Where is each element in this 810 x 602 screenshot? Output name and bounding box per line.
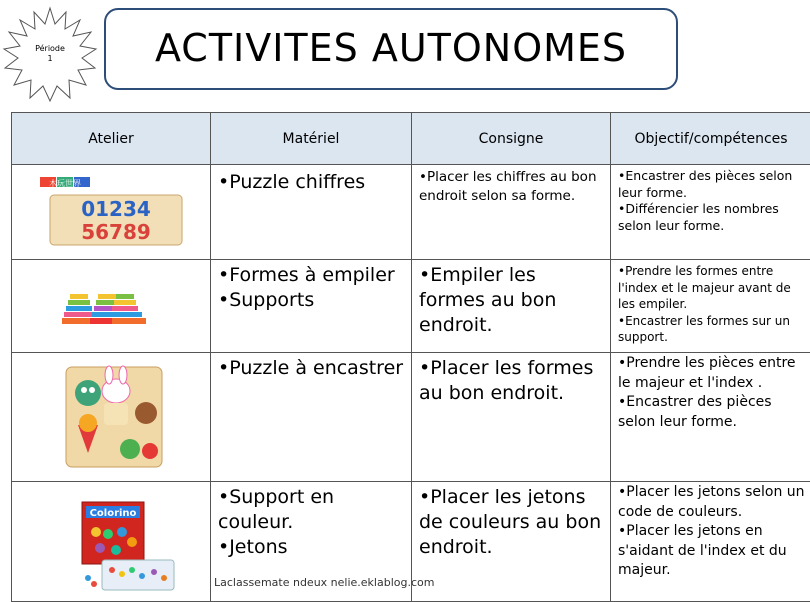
header-objectif: Objectif/compétences bbox=[611, 113, 810, 165]
consigne-cell bbox=[412, 165, 611, 260]
animal-puzzle-image bbox=[12, 353, 210, 477]
consigne-cell bbox=[412, 482, 611, 602]
footer-watermark: Laclassemate ndeux nelie.eklablog.com bbox=[214, 576, 434, 589]
materiel-item: •Puzzle à encastrer bbox=[218, 356, 407, 381]
consigne-item: •Placer les formes au bon endroit. bbox=[419, 356, 606, 406]
activities-table bbox=[11, 112, 810, 602]
objectif-cell bbox=[611, 353, 810, 482]
colorino-game-image bbox=[12, 482, 210, 594]
table-row bbox=[12, 165, 810, 260]
box-brand-label: Colorino bbox=[90, 508, 137, 519]
objectif-item: •Différencier les nombres selon leur forme. bbox=[618, 201, 807, 234]
header-consigne: Consigne bbox=[412, 113, 611, 165]
table-row bbox=[12, 260, 810, 353]
header-materiel: Matériel bbox=[211, 113, 412, 165]
atelier-cell bbox=[12, 260, 211, 353]
atelier-cell bbox=[12, 482, 211, 602]
number-puzzle-image bbox=[12, 165, 210, 255]
materiel-item: •Formes à empiler bbox=[218, 263, 407, 288]
objectif-cell bbox=[611, 482, 810, 602]
period-label: Période 1 bbox=[2, 44, 98, 64]
consigne-item: •Empiler les formes au bon endroit. bbox=[419, 263, 606, 338]
objectif-item: •Encastrer des pièces selon leur forme. bbox=[618, 393, 807, 432]
objectif-cell bbox=[611, 260, 810, 353]
atelier-cell bbox=[12, 165, 211, 260]
objectif-item: •Prendre les formes entre l'index et le majeur avant de les empiler. bbox=[618, 263, 807, 313]
materiel-cell bbox=[211, 353, 412, 482]
materiel-item: •Jetons bbox=[218, 535, 407, 560]
consigne-item: •Placer les jetons de couleurs au bon endroit. bbox=[419, 485, 606, 560]
stacking-shapes-image bbox=[12, 260, 210, 348]
objectif-cell bbox=[611, 165, 810, 260]
objectif-item: •Placer les jetons selon un code de couleurs. bbox=[618, 483, 807, 522]
materiel-item: •Supports bbox=[218, 288, 407, 313]
puzzle-brand-label: 木玩世界 bbox=[49, 178, 81, 188]
digits-bottom: 56789 bbox=[81, 220, 151, 244]
consigne-cell bbox=[412, 353, 611, 482]
materiel-item: •Support en couleur. bbox=[218, 485, 407, 535]
digits-top: 01234 bbox=[81, 197, 151, 221]
materiel-item: •Puzzle chiffres bbox=[218, 170, 407, 195]
materiel-cell bbox=[211, 260, 412, 353]
table-header-row bbox=[12, 113, 810, 165]
consigne-cell bbox=[412, 260, 611, 353]
atelier-cell bbox=[12, 353, 211, 482]
consigne-item: •Placer les chiffres au bon endroit selon sa forme. bbox=[419, 168, 606, 206]
table-row bbox=[12, 353, 810, 482]
objectif-item: •Encastrer des pièces selon leur forme. bbox=[618, 168, 807, 201]
title-box bbox=[104, 8, 678, 90]
objectif-item: •Prendre les pièces entre le majeur et l'index . bbox=[618, 354, 807, 393]
objectif-item: •Encastrer les formes sur un support. bbox=[618, 313, 807, 346]
header-atelier: Atelier bbox=[12, 113, 211, 165]
materiel-cell bbox=[211, 165, 412, 260]
page-title: ACTIVITES AUTONOMES bbox=[106, 26, 676, 70]
objectif-item: •Placer les jetons en s'aidant de l'index et du majeur. bbox=[618, 522, 807, 581]
